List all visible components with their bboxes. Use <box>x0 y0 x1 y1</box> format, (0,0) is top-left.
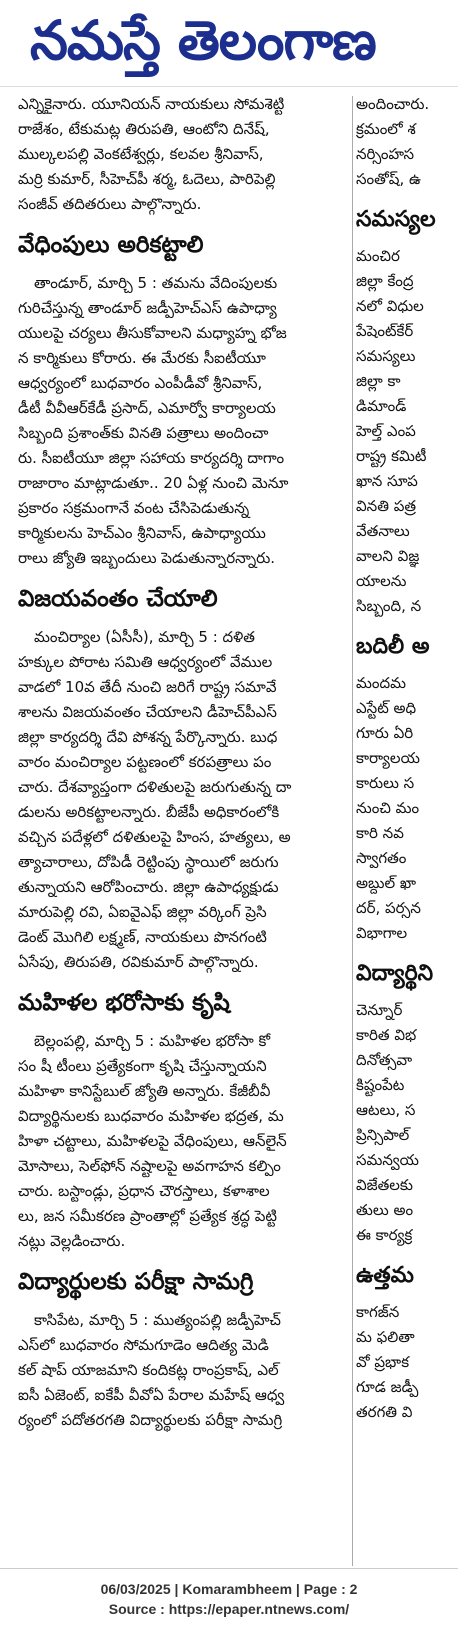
right-article-line: విభాగాల <box>356 924 408 942</box>
right-article-line: కిష్టంపేట <box>356 1076 405 1094</box>
right-article-line: విజేతలకు <box>356 1176 413 1194</box>
article-line: త్యాచారాలు, దోపిడీ రెట్టింపు స్థాయిలో జరుగు <box>18 853 279 871</box>
right-article-line: గూడ జడ్పీ <box>356 1378 419 1396</box>
right-article-line: ఆటలు, స <box>356 1101 416 1119</box>
article-line: తాండూర్, మార్చి 5 : తమను వేదింపులకు <box>34 274 278 292</box>
lead-line: ముల్కలపల్లి వెంకటేశ్వర్లు, కలవల శ్రీనివాస్, <box>18 145 264 163</box>
right-article-line: మ ఫలితా <box>356 1328 415 1346</box>
right-article-line: హెల్త్ ఎంప <box>356 422 416 440</box>
article-line: మారుపెల్లి రవి, ఏఐవైఎఫ్ జిల్లా వర్కింగ్ ప్రెసి <box>18 903 267 921</box>
right-lead-line: సంతోష్, ఉ <box>356 170 421 188</box>
article-line: ర్యంలో పదోతరగతి విద్యార్థులకు పరీక్షా సామగ్రి <box>18 1411 283 1429</box>
article-line: డులను అరికట్టాలన్నారు. బీజేపీ అధికారంలోకి <box>18 803 280 821</box>
article-line: ఐసీ ఏజెంట్, ఐకేపీ వీవోఏ పేరాల మహేష్ ఆధ్వ <box>18 1386 285 1404</box>
right-article-headline: సమస్యల <box>356 207 436 232</box>
right-article-line: డిమాండ్ <box>356 397 407 415</box>
article-line: న కార్మికులు కోరారు. ఈ మేరకు సీఐటీయూ <box>18 349 266 367</box>
right-lead-line: క్రమంలో శ <box>356 120 416 138</box>
article-line: బెల్లంపల్లి, మార్చి 5 : మహిళల భరోసా కో <box>34 1032 271 1050</box>
article-line: మహిళా కానిస్టేబుల్ జ్యోతి అన్నారు. కేజీబీవీ <box>18 1082 271 1100</box>
right-article-line: కారులు స <box>356 774 415 792</box>
article-line: శాలను విజయవంతం చేయాలని డీహెచ్‌పీఎస్ <box>18 703 277 721</box>
article-line: సం షీ టీంలు ప్రత్యేకంగా కృషి చేస్తున్నాయని <box>18 1057 267 1075</box>
right-article-line: కాగజ్‌న <box>356 1303 400 1321</box>
article-line: నట్లు వెల్లడించారు. <box>18 1232 126 1250</box>
right-article-line: ఖాన సూప <box>356 472 418 490</box>
article-line: వారం మంచిర్యాల పట్టణంలో కరపత్రాలు పం <box>18 753 272 771</box>
right-article-headline: విద్యార్థిని <box>356 961 434 986</box>
article-line: తున్నాయని ఆరోపించారు. జిల్లా ఉపాధ్యక్షుడు <box>18 878 279 896</box>
lead-line: సంజీవ్ తదితరులు పాల్గొన్నారు. <box>18 195 202 213</box>
right-article-line: సమస్యలు <box>356 347 416 365</box>
right-article-line: ఎస్టేట్ అధి <box>356 699 417 717</box>
right-article-line: కార్యాలయ <box>356 749 420 767</box>
article-line: హిళా చట్టాలు, మహిళలపై వేధింపులు, ఆన్‌లైన్ <box>18 1132 287 1150</box>
right-article-line: జిల్లా కేంద్ర <box>356 272 414 290</box>
page-footer <box>0 1568 458 1631</box>
right-article-line: ప్రిన్సిపాల్ <box>356 1126 410 1144</box>
article-line: విద్యార్థినులకు బుధవారం మహిళల భద్రత, మ <box>18 1107 284 1125</box>
right-article-line: వో ప్రభాక <box>356 1353 410 1371</box>
article-line: సిబ్బంది ప్రశాంత్‌కు వినతి పత్రాలు అందించా <box>18 424 269 442</box>
right-article-line: చెన్నూర్ <box>356 1001 403 1019</box>
article-line: కార్మికులను హెచ్ఎం శ్రీనివాస్, ఉపాధ్యాయు <box>18 524 266 542</box>
right-article-line: దినోత్సవా <box>356 1051 413 1069</box>
article-line: వాడలో 10వ తేదీ నుంచి జరిగే రాష్ట్ర సమావే <box>18 678 277 696</box>
right-column <box>356 92 458 1566</box>
article-headline: విజయవంతం చేయాలి <box>18 586 218 612</box>
article-line: రు. సీఐటీయూ జిల్లా సహాయ కార్యదర్శి దాగాం <box>18 449 285 467</box>
lead-line: ఎన్నికైనారు. యూనియన్ నాయకులు సోమశెట్టి <box>18 95 285 113</box>
article-headline: విద్యార్థులకు పరీక్షా సామగ్రి <box>18 1269 254 1295</box>
right-article-line: రాష్ట్ర కమిటీ <box>356 447 427 465</box>
right-article-line: అబ్దుల్ ఖా <box>356 874 416 892</box>
lead-line: మర్రి కుమార్, సీహెచ్‌పీ శర్మ, ఓదెలు, పారిపెల్లి <box>18 170 276 188</box>
right-article-line: నలో విధుల <box>356 297 424 315</box>
article-line: మోసాలు, సెల్‌ఫోన్ నష్టాలపై అవగాహన కల్పిం <box>18 1157 281 1175</box>
right-article-line: తరగతి వి <box>356 1403 413 1421</box>
article-line: చారు. బస్టాండ్లు, ప్రధాన చౌరస్తాలు, కళాశాల <box>18 1182 270 1200</box>
right-article-line: దర్, పర్సన <box>356 899 421 917</box>
article-line: ఏసేపు, తిరుపతి, రవికుమార్ పాల్గొన్నారు. <box>18 953 259 971</box>
right-article-line: పేషెంట్‌కేర్ <box>356 322 414 340</box>
article-line: యులపై చర్యలు తీసుకోవాలని మధ్యాహ్న భోజ <box>18 324 287 342</box>
right-article-line: కారిత విభ <box>356 1026 417 1044</box>
right-article-line: కారి నవ <box>356 824 404 842</box>
article-line: కాసిపేట, మార్చి 5 : ముత్యంపల్లి జడ్పీహెచ్ <box>34 1311 281 1329</box>
right-article-line: నుంచి మం <box>356 799 420 817</box>
article-headline: మహిళల భరోసాకు కృషి <box>18 990 230 1016</box>
article-line: జిల్లా కార్యదర్శి దేవి పోశన్న పేర్కొన్నారు. బుధ <box>18 728 278 746</box>
right-lead-line: నర్సింహస <box>356 145 415 163</box>
right-article-line: సిబ్బంది, న <box>356 597 422 615</box>
article-line: రాలు జ్యోతి ఇబ్బందులు పెడుతున్నారన్నారు. <box>18 549 276 567</box>
right-article-line: వాలని విజ్ఞ <box>356 547 420 565</box>
right-article-line: వేతనాలు <box>356 522 410 540</box>
right-article-line: స్వాగతం <box>356 849 407 867</box>
right-article-line: వినతి పత్ర <box>356 497 417 515</box>
right-lead-line: అందించారు. <box>356 95 430 113</box>
article-line: డెంట్ మొగిలి లక్ష్మణ్, నాయకులు పొనగంటి <box>18 928 267 946</box>
masthead <box>0 0 458 87</box>
article-line: మంచిర్యాల (ఏసీసీ), మార్చి 5 : దళిత <box>34 628 255 646</box>
article-line: చారు. దేశవ్యాప్తంగా దళితులపై జరుగుతున్న దా <box>18 778 292 796</box>
article-line: ఎస్‌లో బుధవారం సోమగూడెం ఆదిత్య మెడి <box>18 1336 269 1354</box>
footer-source: Source : https://epaper.ntnews.com/ <box>108 1601 350 1617</box>
masthead-title: నమస్తే తెలంగాణ <box>30 9 376 72</box>
right-article-line: మందమ <box>356 674 406 692</box>
article-line: లు, జన సమీకరణ ప్రాంతాల్లో ప్రత్యేక శ్రద్ధ పెట్టి <box>18 1207 277 1225</box>
article-headline: వేధింపులు అరికట్టాలి <box>18 232 204 258</box>
right-article-headline: బదిలీ అ <box>356 634 430 659</box>
column-rule <box>352 96 353 1566</box>
footer-dateline: 06/03/2025 | Komarambheem | Page : 2 <box>100 1581 358 1597</box>
article-line: ప్రకారం సక్రమంగానే వంట చేసిపెడుతున్న <box>18 499 250 517</box>
article-line: హక్కుల పోరాట సమితి ఆధ్వర్యంలో వేముల <box>18 653 273 671</box>
lead-line: రాజేశం, టేకుమట్ల తిరుపతి, ఆంటోని దినేష్, <box>18 120 270 138</box>
article-line: ఆధ్వర్యంలో బుధవారం ఎంపీడీవో శ్రీనివాస్, <box>18 374 263 392</box>
article-line: రాజారాం మాట్లాడుతూ.. 20 ఏళ్ల నుంచి మెనూ <box>18 474 289 492</box>
article-line: డీటీ వీవీఆర్‌కేడీ ప్రసాద్, ఎమార్వో కార్యాలయ <box>18 399 276 417</box>
right-article-line: తులు అం <box>356 1201 414 1219</box>
article-line: కల్ షాప్ యాజమాని కందికట్ల రాంప్రకాష్, ఎల్ <box>18 1361 279 1379</box>
right-article-line: జిల్లా కా <box>356 372 401 390</box>
article-line: వచ్చిన పదేళ్లలో దళితులపై హింస, హత్యలు, అ <box>18 828 291 846</box>
right-article-line: గూరు ఏరి <box>356 724 414 742</box>
right-article-line: సమన్వయ <box>356 1151 419 1169</box>
right-article-line: ఈ కార్యక్ర <box>356 1226 413 1244</box>
article-line: గురిచేస్తున్న తాండూర్ జడ్పీహెచ్ఎస్ ఉపాధ్యా <box>18 299 277 317</box>
right-article-line: మంచిర <box>356 247 400 265</box>
main-column <box>18 92 344 1566</box>
right-article-line: యాలను <box>356 572 407 590</box>
right-article-headline: ఉత్తమ <box>356 1263 414 1288</box>
